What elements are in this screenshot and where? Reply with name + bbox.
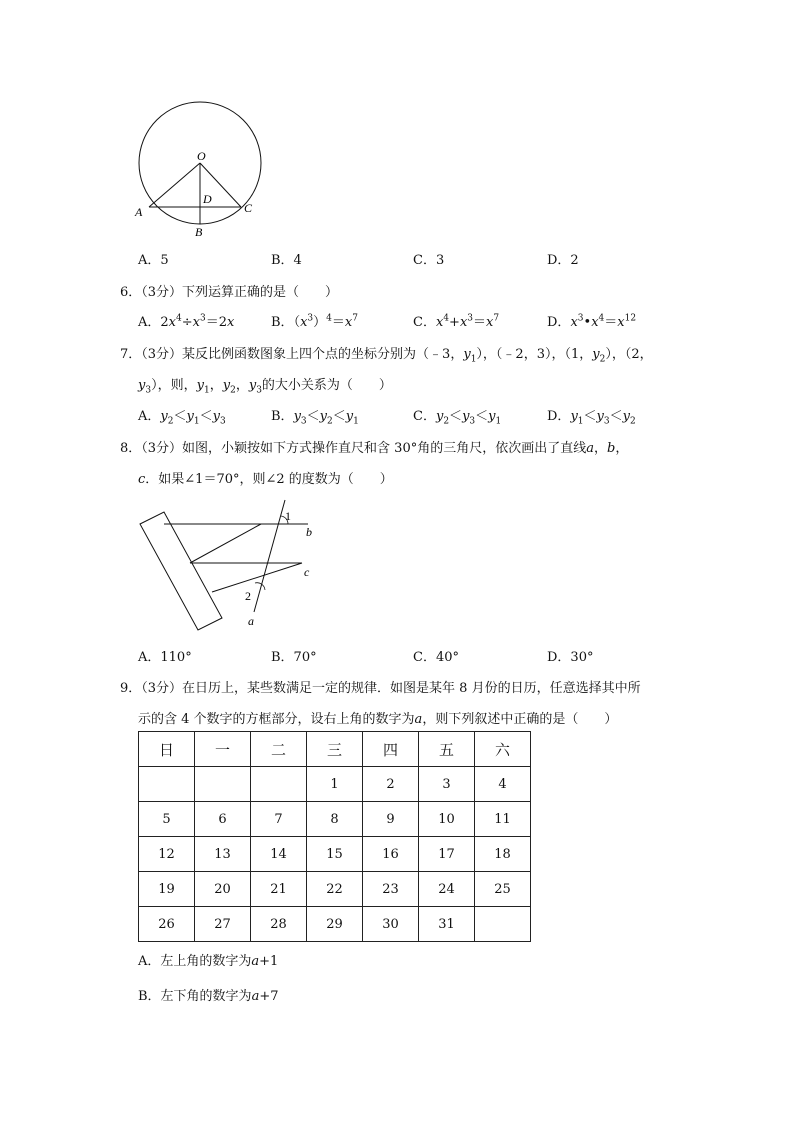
q5-option-a[interactable]: A．5: [138, 253, 169, 268]
operator: •: [583, 315, 592, 330]
q6-option-c[interactable]: [413, 311, 499, 330]
less-than: ＜: [583, 409, 597, 424]
calendar-day-cell: 19: [139, 872, 195, 907]
triangle-hypotenuse: [190, 524, 261, 563]
exponent: 3: [200, 313, 206, 324]
var-a: a: [251, 989, 260, 1004]
subscript: 2: [443, 416, 450, 427]
var-x: x: [168, 315, 177, 330]
exponent: 7: [352, 313, 358, 324]
calendar-day-cell: 21: [251, 872, 307, 907]
q8-option-b[interactable]: B．70°: [271, 650, 317, 665]
calendar-header-row: [139, 732, 531, 767]
label-o: O: [197, 149, 206, 163]
var-y: y: [463, 347, 471, 362]
exponent: 3: [467, 313, 474, 324]
equals: ＝: [331, 315, 345, 330]
calendar-day-cell: 8: [307, 802, 363, 837]
var-y: y: [222, 378, 231, 393]
calendar-day-cell: 23: [363, 872, 419, 907]
coef: 2: [160, 315, 169, 330]
q9-option-a[interactable]: [138, 950, 278, 969]
text: 的大小关系为（ ）: [261, 378, 392, 393]
calendar-day-cell: 15: [307, 837, 363, 872]
exponent: 3: [577, 313, 584, 324]
var-c: c: [138, 472, 146, 487]
q9-option-b[interactable]: [138, 985, 279, 1004]
less-than: ＜: [199, 409, 213, 424]
subscript: 2: [230, 385, 236, 396]
label-line-a: a: [248, 614, 254, 628]
var-y: y: [622, 409, 631, 424]
triangle-leg: [212, 563, 302, 592]
var-x: x: [344, 315, 353, 330]
exponent: 4: [443, 313, 450, 324]
calendar-day-cell: 3: [419, 767, 475, 802]
calendar-day-cell: 31: [419, 907, 475, 942]
var-b: b: [607, 441, 616, 456]
text: ．如果∠1＝70°，则∠2 的度数为（ ）: [145, 472, 393, 487]
exponent: 3: [307, 313, 314, 324]
text: ，: [235, 378, 249, 393]
calendar-day-cell: 28: [251, 907, 307, 942]
subscript: 1: [577, 416, 584, 427]
calendar-day-cell: 1: [307, 767, 363, 802]
paren-close: ）: [313, 315, 327, 330]
subscript: 1: [470, 354, 477, 365]
var-y: y: [596, 409, 604, 424]
calendar-day-cell: 6: [195, 802, 251, 837]
subscript: 3: [219, 416, 226, 427]
calendar-week-row: [139, 767, 531, 802]
option-prefix: C．: [413, 315, 436, 330]
q5-option-d[interactable]: D．2: [547, 253, 579, 268]
exponent: 4: [598, 313, 605, 324]
q8-option-c[interactable]: C．40°: [413, 650, 459, 665]
q7-stem-line1: [120, 343, 653, 365]
q7-stem-line2: [138, 374, 392, 396]
ruler-triangle-figure: [130, 494, 330, 634]
text: ），则，: [151, 378, 197, 393]
q5-option-c[interactable]: C．3: [413, 253, 445, 268]
calendar-day-cell: 17: [419, 837, 475, 872]
calendar-week-row: [139, 837, 531, 872]
var-y: y: [319, 409, 328, 424]
less-than: ＜: [475, 409, 489, 424]
calendar-day-cell: 29: [307, 907, 363, 942]
calendar-week-row: [139, 907, 531, 942]
var-x: x: [486, 315, 494, 330]
label-angle-2: 2: [245, 589, 251, 603]
weekday-header: 一: [195, 732, 251, 767]
exponent: 4: [176, 313, 182, 324]
subscript: 3: [256, 385, 262, 396]
calendar-day-cell: 18: [475, 837, 531, 872]
weekday-header: 四: [363, 732, 419, 767]
var-y: y: [345, 409, 354, 424]
var-y: y: [212, 409, 220, 424]
var-y: y: [592, 347, 600, 362]
var-y: y: [248, 378, 257, 393]
option-suffix: +7: [259, 989, 279, 1004]
label-b: B: [195, 225, 203, 239]
var-x: x: [459, 315, 468, 330]
text: 7．（3分）某反比例函数图象上四个点的坐标分别为（﹣3，: [120, 347, 464, 362]
weekday-header: 三: [307, 732, 363, 767]
var-x: x: [570, 315, 578, 330]
calendar-week-row: [139, 872, 531, 907]
calendar-day-cell: 13: [195, 837, 251, 872]
equals: ＝: [604, 315, 618, 330]
option-prefix: D．: [547, 315, 571, 330]
option-text: B．左下角的数字为: [138, 989, 252, 1004]
q6-stem: 6．（3分）下列运算正确的是（ ）: [120, 285, 339, 300]
var-y: y: [462, 409, 470, 424]
q8-option-d[interactable]: D．30°: [547, 650, 594, 665]
weekday-header: 六: [475, 732, 531, 767]
subscript: 2: [630, 416, 636, 427]
q8-option-a[interactable]: A．110°: [138, 650, 192, 665]
var-x: x: [435, 315, 444, 330]
label-line-c: c: [304, 565, 310, 579]
calendar-day-cell: 12: [139, 837, 195, 872]
subscript: 3: [469, 416, 476, 427]
option-suffix: +1: [259, 954, 279, 969]
subscript: 1: [203, 385, 210, 396]
option-prefix: B．: [271, 409, 294, 424]
text: ，则下列叙述中正确的是（ ）: [422, 712, 618, 727]
subscript: 2: [327, 416, 333, 427]
subscript: 3: [300, 416, 307, 427]
label-angle-1: 1: [285, 509, 291, 523]
subscript: 3: [603, 416, 610, 427]
subscript: 1: [193, 416, 200, 427]
var-y: y: [138, 378, 146, 393]
calendar-day-cell: [475, 907, 531, 942]
calendar-day-cell: 7: [251, 802, 307, 837]
var-a: a: [586, 441, 594, 456]
text: 示的含 4 个数字的方框部分，设右上角的数字为: [138, 712, 415, 727]
q7-option-c[interactable]: [413, 405, 501, 427]
calendar-day-cell: 30: [363, 907, 419, 942]
calendar-day-cell: 26: [139, 907, 195, 942]
paren-open: （: [293, 315, 301, 330]
var-y: y: [160, 409, 168, 424]
label-d: D: [203, 192, 212, 206]
q7-option-b[interactable]: [271, 405, 359, 427]
var-y: y: [186, 409, 194, 424]
option-prefix: A．: [138, 409, 161, 424]
less-than: ＜: [449, 409, 463, 424]
q6-option-a[interactable]: [138, 311, 234, 330]
august-calendar-table: [138, 731, 531, 942]
text: ，: [209, 378, 223, 393]
segment-oa: [149, 163, 200, 207]
calendar-day-cell: 24: [419, 872, 475, 907]
equals: ＝: [473, 315, 487, 330]
line-a: [254, 500, 285, 612]
weekday-header: 日: [139, 732, 195, 767]
var-y: y: [435, 409, 444, 424]
var-x: x: [617, 315, 625, 330]
subscript: 2: [167, 416, 174, 427]
calendar-day-cell: [251, 767, 307, 802]
calendar-day-cell: 11: [475, 802, 531, 837]
q7-option-d[interactable]: [547, 405, 636, 427]
operator: ÷: [181, 315, 193, 330]
text: ），（﹣2，3），（1，: [476, 347, 593, 362]
weekday-header: 二: [251, 732, 307, 767]
var-x: x: [300, 315, 308, 330]
text: 8．（3分）如图，小颖按如下方式操作直尺和含 30°角的三角尺，依次画出了直线: [120, 441, 587, 456]
subscript: 2: [599, 354, 606, 365]
calendar-day-cell: 27: [195, 907, 251, 942]
option-prefix: A．: [138, 315, 161, 330]
option-prefix: B．: [271, 315, 294, 330]
var-x: x: [192, 315, 200, 330]
exponent: 4: [326, 313, 332, 324]
q9-stem-line1: 9．（3分）在日历上，某些数满足一定的规律．如图是某年 8 月份的日历，任意选择其中所: [120, 681, 641, 696]
calendar-day-cell: [139, 767, 195, 802]
less-than: ＜: [306, 409, 320, 424]
equals: ＝2: [205, 315, 228, 330]
less-than: ＜: [609, 409, 623, 424]
var-y: y: [196, 378, 204, 393]
calendar-day-cell: 16: [363, 837, 419, 872]
q7-option-a[interactable]: [138, 405, 226, 427]
q9-stem-line2: [138, 708, 617, 727]
subscript: 3: [145, 385, 152, 396]
var-a: a: [414, 712, 423, 727]
subscript: 1: [353, 416, 359, 427]
q6-option-b[interactable]: [271, 311, 358, 330]
var-y: y: [570, 409, 578, 424]
exponent: 7: [493, 313, 500, 324]
option-prefix: D．: [547, 409, 571, 424]
q8-stem-line2: [138, 468, 393, 487]
calendar-week-row: [139, 802, 531, 837]
option-text: A．左上角的数字为: [138, 954, 252, 969]
var-y: y: [488, 409, 496, 424]
q8-stem-line1: 8．（3分）如图，小颖按如下方式操作直尺和含 30°角的三角尺，依次画出了直线a，b，: [120, 441, 629, 456]
weekday-header: 五: [419, 732, 475, 767]
label-line-b: b: [306, 525, 312, 539]
var-x: x: [227, 315, 235, 330]
q6-option-d[interactable]: [547, 311, 636, 330]
calendar-day-cell: 4: [475, 767, 531, 802]
ruler: [140, 512, 222, 630]
option-prefix: C．: [413, 409, 436, 424]
subscript: 1: [495, 416, 502, 427]
calendar-day-cell: [195, 767, 251, 802]
calendar-day-cell: 14: [251, 837, 307, 872]
var-x: x: [591, 315, 599, 330]
calendar-day-cell: 5: [139, 802, 195, 837]
var-a: a: [251, 954, 260, 969]
calendar-day-cell: 22: [307, 872, 363, 907]
calendar-day-cell: 9: [363, 802, 419, 837]
calendar-day-cell: 10: [419, 802, 475, 837]
calendar-day-cell: 20: [195, 872, 251, 907]
calendar-day-cell: 25: [475, 872, 531, 907]
exponent: 12: [624, 313, 637, 324]
var-y: y: [293, 409, 301, 424]
circle-figure: [130, 92, 270, 242]
operator: +: [449, 315, 460, 330]
text: ），（2，: [605, 347, 653, 362]
label-c: C: [244, 201, 253, 215]
q5-option-b[interactable]: B．4: [271, 253, 302, 268]
label-a: A: [135, 205, 143, 219]
less-than: ＜: [332, 409, 346, 424]
less-than: ＜: [173, 409, 187, 424]
calendar-day-cell: 2: [363, 767, 419, 802]
